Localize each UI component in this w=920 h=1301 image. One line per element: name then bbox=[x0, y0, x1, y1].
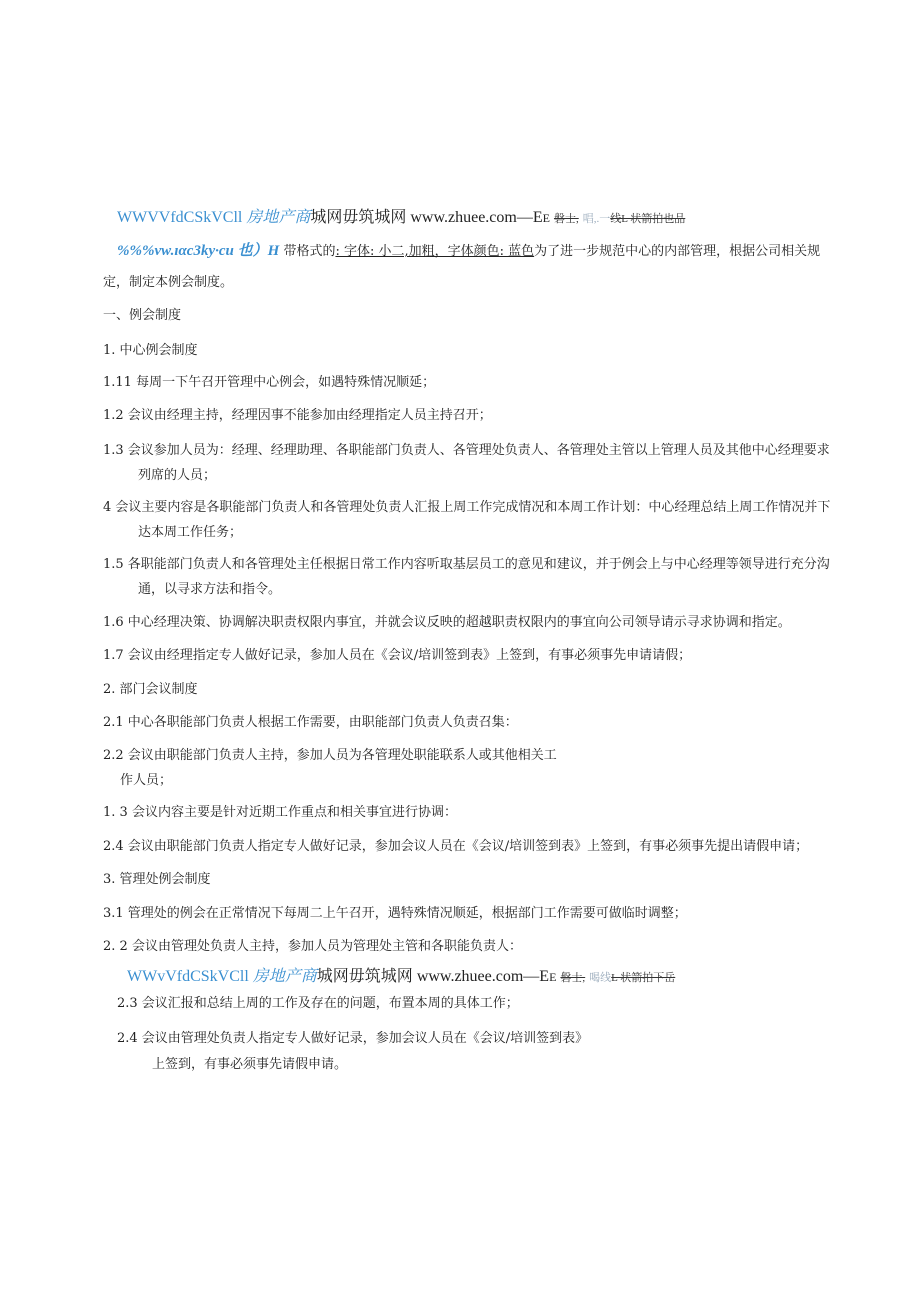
watermark-header bbox=[117, 208, 685, 228]
watermark-fade: 喝线 bbox=[589, 972, 612, 984]
watermark-url: www.zhuee.com bbox=[410, 209, 517, 226]
format-note-label: 带格式的 bbox=[283, 244, 336, 259]
watermark-url: www.zhuee.com bbox=[416, 968, 524, 985]
watermark-strike: 磐士, bbox=[560, 972, 586, 984]
watermark-cn-blue: 房地产商 bbox=[252, 966, 317, 985]
subsection-heading: 1. 中心例会制度 bbox=[103, 343, 198, 358]
watermark-e2: E bbox=[542, 211, 550, 225]
paragraph: 2.2 会议由职能部门负责人主持，参加人员为各管理处职能联系人或其他相关工 bbox=[103, 748, 557, 763]
watermark-e2: E bbox=[549, 970, 557, 984]
watermark-dash: —E bbox=[516, 209, 543, 226]
paragraph: 3.1 管理处的例会在正常情况下每周二上午召开，遇特殊情况顺延，根据部门工作需要可做临时调整； bbox=[103, 906, 687, 921]
watermark-prefix: WWvVfdCSkVCll bbox=[127, 968, 249, 985]
watermark-cn-blue: 房地产商 bbox=[246, 207, 311, 226]
paragraph: 1.6 中心经理决策、协调解决职责权限内事宜，并就会议反映的超越职责权限内的事宜向公司领导请示寻求协调和指定。 bbox=[103, 615, 791, 630]
intro-line bbox=[117, 242, 820, 261]
paragraph: 1. 3 会议内容主要是针对近期工作重点和相关事宜进行协调： bbox=[103, 805, 457, 820]
watermark-strike: 磐士, bbox=[553, 213, 579, 225]
section-heading: 一、例会制度 bbox=[103, 308, 182, 323]
paragraph: 1.7 会议由经理指定专人做好记录，参加人员在《会议/培训签到表》上签到，有事必须事先申请请假； bbox=[103, 648, 692, 663]
watermark-footer bbox=[127, 967, 675, 987]
paragraph-continuation: 列席的人员； bbox=[138, 468, 217, 483]
paragraph-continuation: 达本周工作任务； bbox=[138, 525, 243, 540]
paragraph: 定，制定本例会制度。 bbox=[103, 275, 234, 290]
format-note-detail: : 字体: 小二,加粗，字体颜色: 蓝色 bbox=[335, 244, 535, 259]
watermark-prefix: WWVVfdCSkVCll bbox=[117, 209, 243, 226]
paragraph-continuation: 通，以寻求方法和指令。 bbox=[138, 582, 282, 597]
paragraph: 1.3 会议参加人员为：经理、经理助理、各职能部门负责人、各管理处负责人、各管理处主管以上管理人员及其他中心经理要求 bbox=[103, 443, 830, 458]
paragraph: 4 会议主要内容是各职能部门负责人和各管理处负责人汇报上周工作完成情况和本周工作计划：中心经理总结上周工作情况并下 bbox=[103, 500, 831, 515]
watermark-dash: —E bbox=[523, 968, 550, 985]
paragraph-continuation: 作人员； bbox=[120, 773, 173, 788]
paragraph: 2.4 会议由管理处负责人指定专人做好记录，参加会议人员在《会议/培训签到表》 bbox=[117, 1031, 589, 1046]
watermark-cn-dark: 城网毋筑城网 bbox=[316, 966, 413, 985]
subsection-heading: 2. 部门会议制度 bbox=[103, 682, 198, 697]
watermark-tail: 线L 状箭拍也品 bbox=[610, 213, 686, 225]
watermark-fade: 唱,.一 bbox=[582, 213, 611, 225]
paragraph: 1.11 每周一下午召开管理中心例会，如遇特殊情况顺延； bbox=[103, 375, 436, 390]
paragraph-continuation: 上签到，有事必须事先请假申请。 bbox=[152, 1057, 348, 1072]
paragraph: 2. 2 会议由管理处负责人主持，参加人员为管理处主管和各职能负责人： bbox=[103, 939, 522, 954]
subsection-heading: 3. 管理处例会制度 bbox=[103, 872, 211, 887]
garbled-blue-text: %%%vw.ıαc3ky·cu 也）H bbox=[117, 243, 280, 259]
paragraph: 2.1 中心各职能部门负责人根据工作需要，由职能部门负责人负责召集： bbox=[103, 715, 518, 730]
paragraph: 1.5 各职能部门负责人和各管理处主任根据日常工作内容听取基层员工的意见和建议，并于例会上与中心经理等领导进行充分沟 bbox=[103, 557, 830, 572]
paragraph: 2.3 会议汇报和总结上周的工作及存在的问题，布置本周的具体工作； bbox=[117, 996, 519, 1011]
paragraph: 1.2 会议由经理主持，经理因事不能参加由经理指定人员主持召开； bbox=[103, 408, 492, 423]
paragraph: 2.4 会议由职能部门负责人指定专人做好记录，参加会议人员在《会议/培训签到表》上签到，有事必须事先提出请假申请； bbox=[103, 839, 809, 854]
intro-text: 为了进一步规范中心的内部管理，根据公司相关规 bbox=[534, 244, 821, 259]
watermark-cn-dark: 城网毋筑城网 bbox=[310, 207, 407, 226]
watermark-tail: L 状箭拍下岳 bbox=[611, 972, 676, 984]
